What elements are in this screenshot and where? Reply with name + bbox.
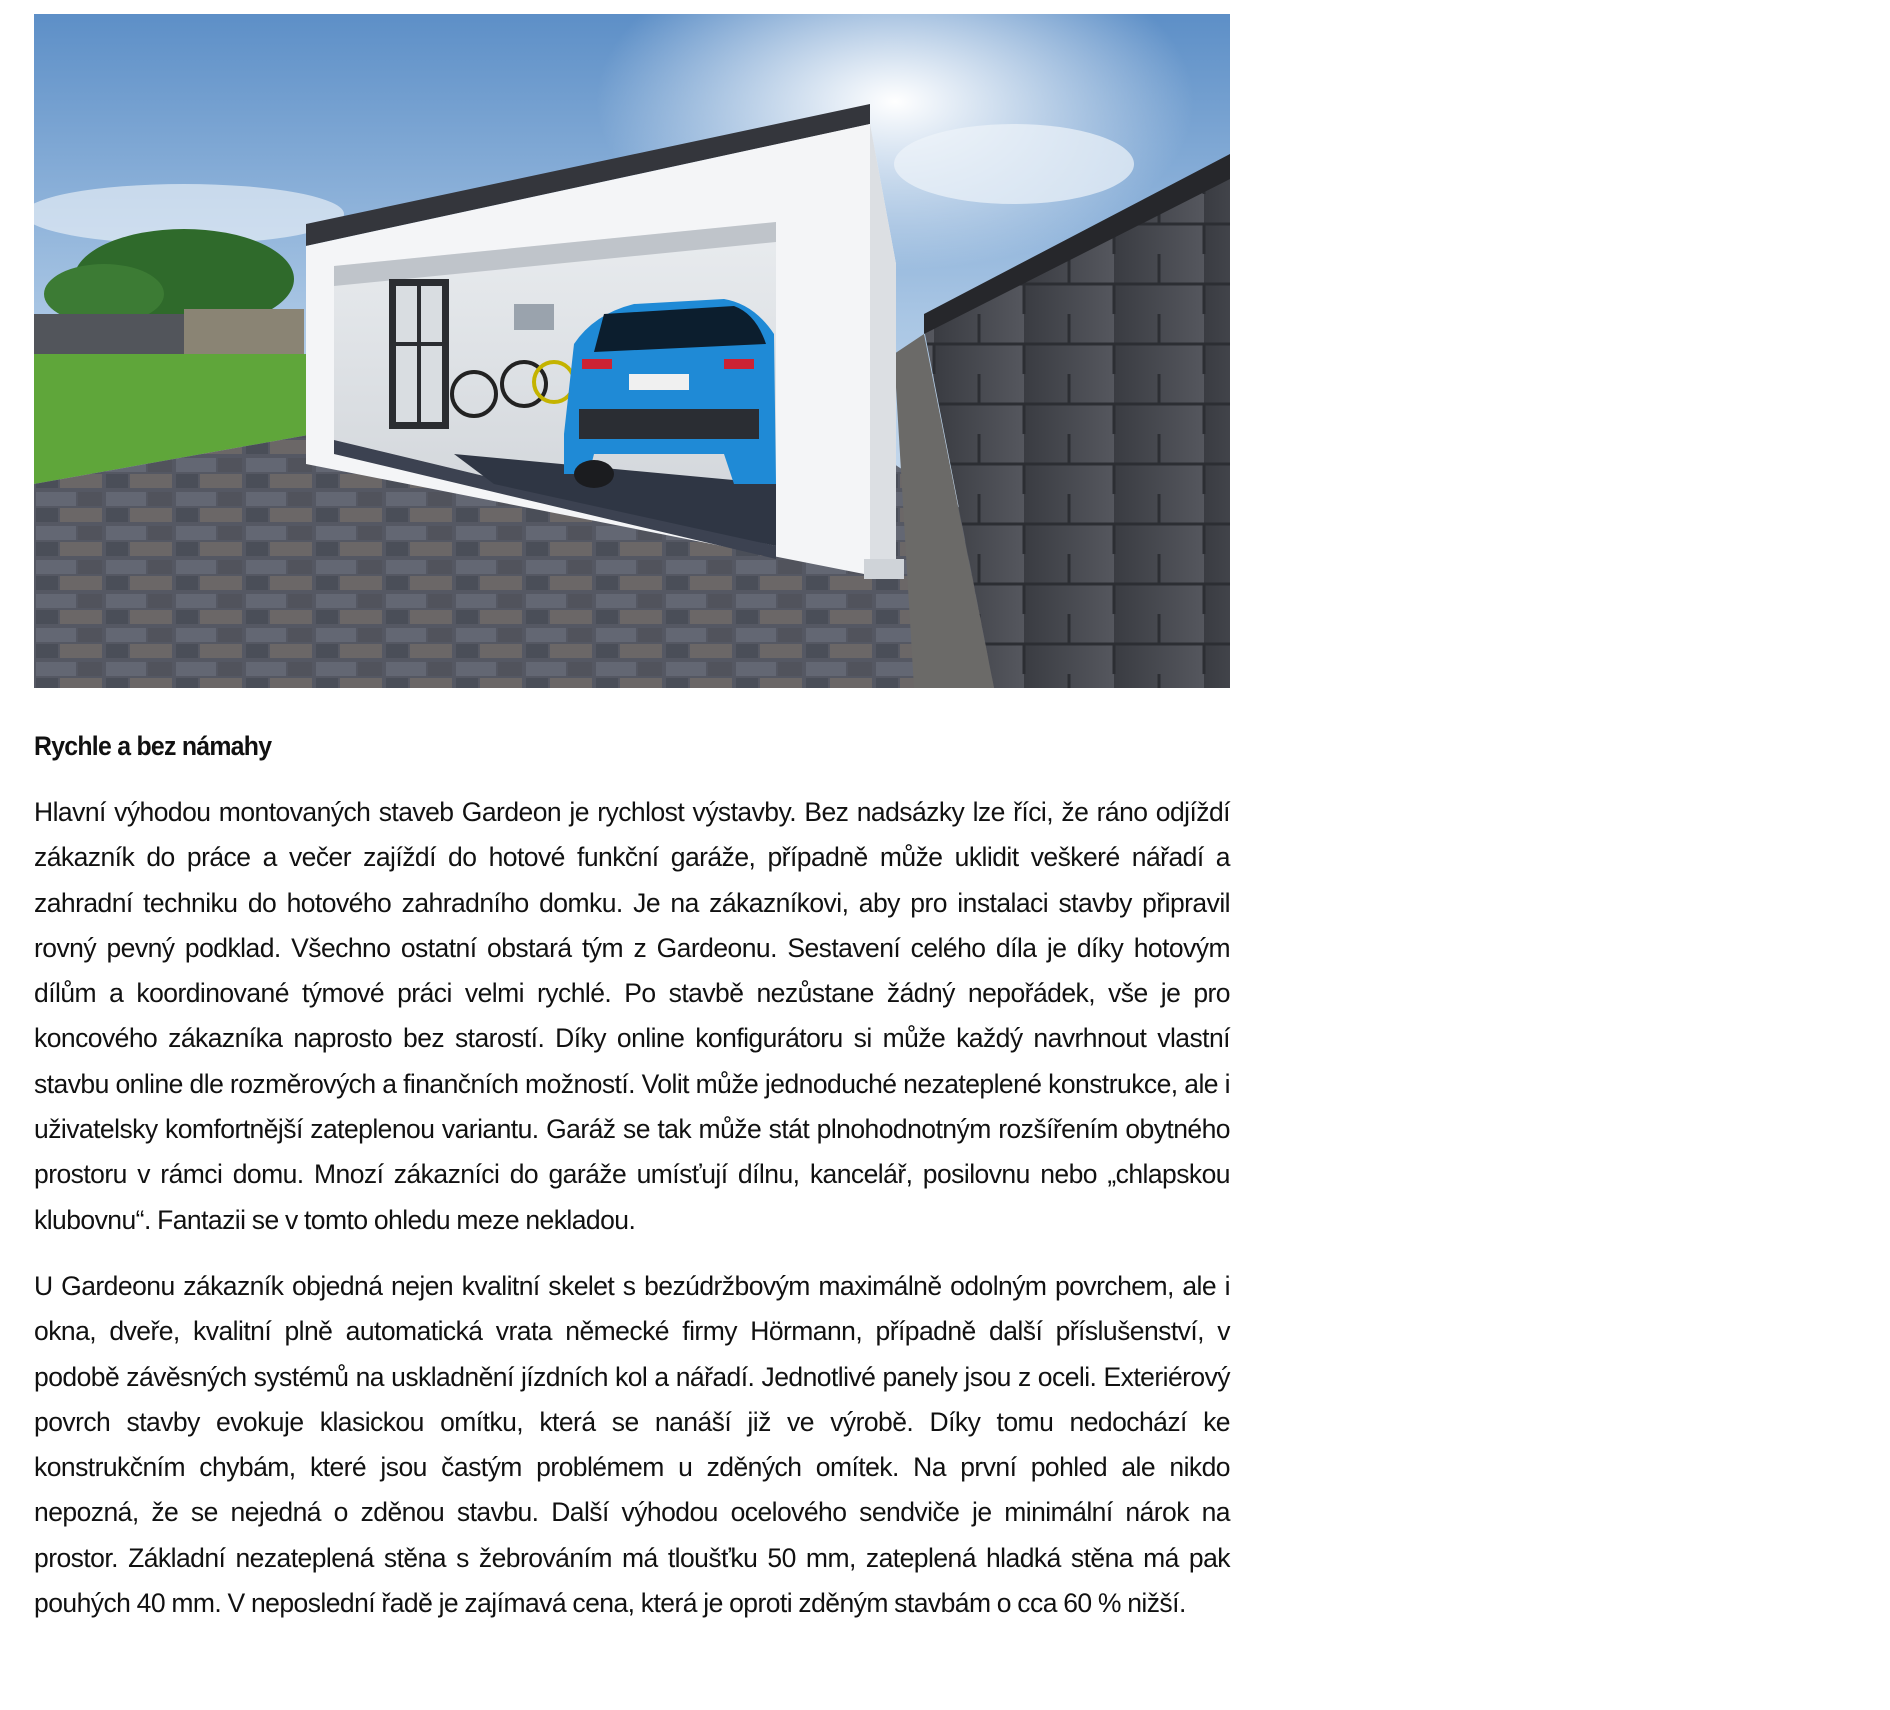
article	[34, 14, 1230, 1626]
garage-photo	[34, 14, 1230, 688]
article-paragraph-1: Hlavní výhodou montovaných staveb Gardeon je rychlost výstavby. Bez nadsázky lze říci, že ráno odjíždí zákazník do práce a večer zajíždí do hotové funkční garáže, případně může uklidit veškeré nářadí a zahradní techniku do hotového zahradního domku. Je na zákazníkovi, aby pro instalaci stavby připravil rovný pevný podklad. Všechno ostatní obstará tým z Gardeonu. Sestavení celého díla je díky hotovým dílům a koordinované týmové práci velmi rychlé. Po stavbě nezůstane žádný nepořádek, vše je pro koncového zákazníka naprosto bez starostí. Díky online konfigurátoru si může každý navrhnout vlastní stavbu online dle rozměrových a finančních možností. Volit může jednoduché nezateplené konstrukce, ale i uživatelsky komfortnější zateplenou variantu. Garáž se tak může stát plnohodnotným rozšířením obytného prostoru v rámci domu. Mnozí zákazníci do garáže umísťují dílnu, kancelář, posilovnu nebo „chlapskou klubovnu“. Fantazii se v tomto ohledu meze nekladou.	[34, 797, 1230, 1235]
section-heading: Rychle a bez námahy	[34, 731, 272, 761]
article-paragraph-2: U Gardeonu zákazník objedná nejen kvalitní skelet s bezúdržbovým maximálně odolným povrchem, ale i okna, dveře, kvalitní plně automatická vrata německé firmy Hörmann, případně další příslušenství, v podobě závěsných systémů na uskladnění jízdních kol a nářadí. Jednotlivé panely jsou z oceli. Exteriérový povrch stavby evokuje klasickou omítku, která se nanáší již ve výrobě. Díky tomu nedochází ke konstrukčním chybám, které jsou častým problémem u zděných omítek. Na první pohled ale nikdo nepozná, že se nejedná o zděnou stavbu. Další výhodou ocelového sendviče je minimální nárok na prostor. Základní nezateplená stěna s žebrováním má tloušťku 50 mm, zateplená hladká stěna má pak pouhých 40 mm. V neposlední řadě je zajímavá cena, která je oproti zděným stavbám o cca 60 % nižší.	[34, 1270, 1230, 1619]
